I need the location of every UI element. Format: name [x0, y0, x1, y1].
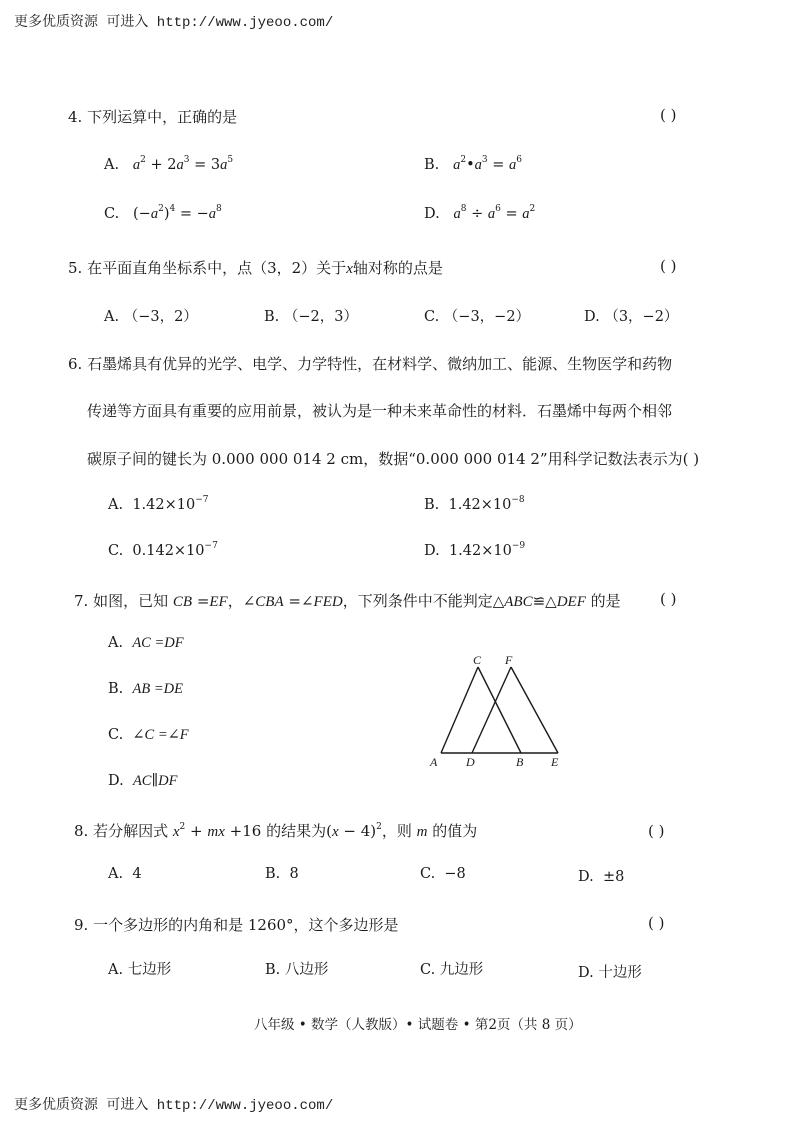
question-8: 8. 若分解因式 $x^2$ + mx +16 的结果为$(x - 4)^2$，则 m 的值为 [74, 822, 478, 840]
q4-option-b: B. $a^2•a^3 = a^6$ [424, 155, 522, 173]
q5-option-c: C. （−3，−2） [424, 309, 531, 325]
q6-option-c: C. $0.142\times 10^{-7}$ [108, 541, 218, 559]
q9-option-a: A. 七边形 [108, 962, 172, 978]
question-6-line-2: 传递等方面具有重要的应用前景，被认为是一种未来革命性的材料．石墨烯中每两个相邻 [87, 402, 673, 420]
q4-number: 4. [68, 108, 83, 126]
q8-option-b: B. 8 [265, 866, 299, 882]
q9-option-c: C. 九边形 [420, 962, 484, 978]
q7-triangle-figure [428, 652, 568, 770]
q8-answer-paren: ( ) [648, 822, 665, 840]
question-6-line-3: 碳原子间的键长为 0.000 000 014 2 cm，数据“0.000 000 014 2”用科学记数法表示为( ) [87, 450, 700, 468]
segment-df [472, 667, 511, 753]
bottom-banner[interactable]: 更多优质资源 可进入 http://www.jyeoo.com/ [14, 1098, 334, 1114]
q7-option-d: D. AC∥DF [108, 773, 178, 789]
q5-option-b: B. （−2，3） [264, 309, 358, 325]
question-9: 9. 一个多边形的内角和是 1260°，这个多边形是 [74, 916, 399, 934]
question-4 [68, 106, 237, 127]
q6-option-b: B. $1.42\times 10^{-8}$ [424, 495, 525, 513]
q9-option-b: B. 八边形 [265, 962, 329, 978]
q4-option-c: C. $(-a^2)^4 = -a^8$ [104, 204, 222, 222]
segment-ac [441, 667, 478, 753]
q8-option-d: D. ±8 [578, 869, 625, 885]
q5-option-d: D. （3，−2） [584, 309, 679, 325]
q8-option-a: A. 4 [108, 866, 142, 882]
q4-option-d: D. $a^8 \div a^6 = a^2$ [424, 204, 536, 222]
label-c: C [473, 653, 482, 667]
label-f: F [505, 653, 513, 667]
question-5: 5. 在平面直角坐标系中，点（3，2）关于x轴对称的点是 [68, 259, 443, 277]
q4-answer-paren: ( ) [660, 106, 677, 124]
q4-stem: 下列运算中，正确的是 [87, 108, 238, 126]
segment-fe [511, 667, 558, 753]
q7-answer-paren: ( ) [660, 590, 677, 608]
q4-option-a: A. $a^2 + 2a^3 = 3a^5$ [104, 155, 234, 173]
q9-option-d: D. 十边形 [578, 965, 642, 981]
q7-option-b: B. AB =DE [108, 681, 183, 697]
q8-option-c: C. −8 [420, 866, 466, 882]
page-footer: 八年级 • 数学（人教版）• 试题卷 • 第2页（共 8 页） [254, 1017, 582, 1033]
label-a: A [430, 755, 438, 769]
label-e: E [551, 755, 559, 769]
q6-option-d: D. $1.42\times 10^{-9}$ [424, 541, 526, 559]
q7-option-c: C. ∠C =∠F [108, 727, 189, 743]
q7-option-a: A. AC =DF [108, 635, 184, 651]
segment-cb [478, 667, 521, 753]
q5-answer-paren: ( ) [660, 257, 677, 275]
top-banner[interactable]: 更多优质资源 可进入 http://www.jyeoo.com/ [14, 15, 334, 31]
q5-option-a: A. （−3，2） [104, 309, 198, 325]
label-b: B [516, 755, 524, 769]
question-6-line-1: 6. 石墨烯具有优异的光学、电学、力学特性，在材料学、微纳加工、能源、生物医学和药物 [68, 355, 673, 373]
label-d: D [466, 755, 475, 769]
q9-answer-paren: ( ) [648, 914, 665, 932]
q6-option-a: A. $1.42\times 10^{-7}$ [108, 495, 209, 513]
question-7: 7. 如图，已知 CB =EF，∠CBA =∠FED，下列条件中不能判定△ABC≌△DEF 的是 [74, 592, 621, 610]
